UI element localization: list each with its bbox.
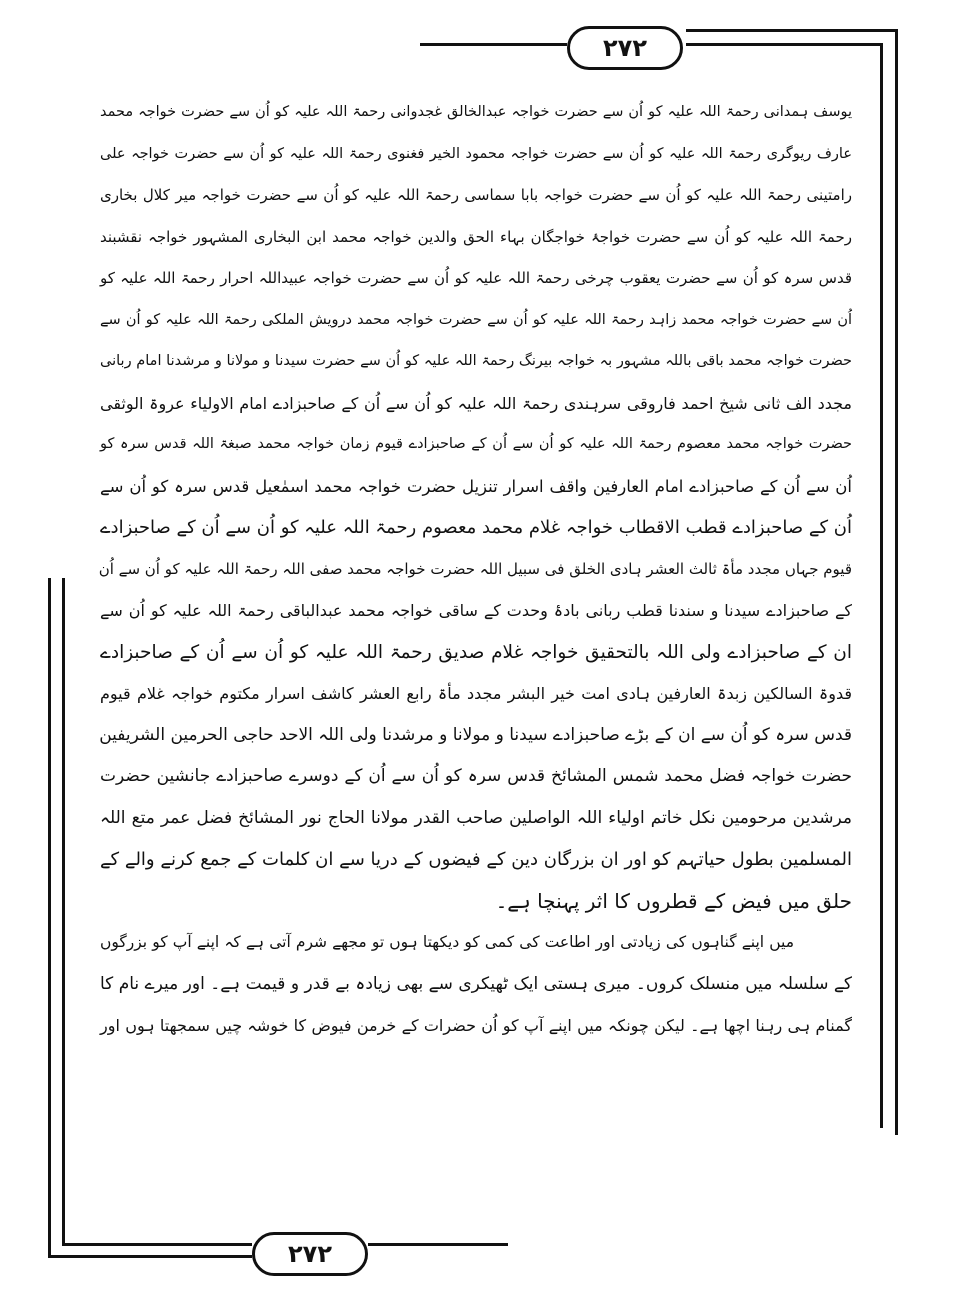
- text-line: گمنام ہی رہنا اچھا ہے۔ لیکن چونکہ میں اپنے آپ کو اُن حضرات کے خرمن فیوض کا خوشہ چیں سمجھتا ہوں اور: [100, 1016, 852, 1035]
- text-line: حضرت خواجہ فضل محمد شمس المشائخ قدس سرہ کو اُن سے اُن کے دوسرے صاحبزادے جانشین حضرت: [100, 766, 852, 786]
- frame-right-line-inner: [880, 43, 883, 1128]
- frame-bottom-line-right: [368, 1243, 508, 1246]
- body-text: [100, 92, 852, 1047]
- text-line: کے صاحبزادے سیدنا و سندنا قطب ربانی بادۂ وحدت کے ساقی خواجہ محمد عبدالباقی رحمۃ اللہ علیہ کو اُن سے: [100, 601, 852, 620]
- frame-bottom-line-inner: [62, 1243, 252, 1246]
- text-line: حضرت خواجہ محمد معصوم رحمۃ اللہ علیہ کو اُن سے اُن کے صاحبزادے قیوم زمان خواجہ محمد صبغۃ اللہ قدس سرہ کو: [100, 436, 852, 452]
- frame-left-line-outer: [48, 578, 51, 1258]
- frame-right-line-outer: [895, 29, 898, 1135]
- text-line: مجدد الف ثانی شیخ احمد فاروقی سرہندی رحمۃ اللہ علیہ کو اُن سے اُن کے صاحبزادے امام الاولیاء عروۃ الوثقی: [100, 393, 852, 413]
- text-line: مرشدین مرحومین نکل خاتم اولیاء اللہ الواصلین صاحب القدر مولانا الحاج نور المشائخ فضل عمر متع اللہ: [100, 807, 852, 828]
- text-line: اُن سے اُن کے صاحبزادے امام العارفین واقف اسرار تنزیل حضرت خواجہ محمد اسمٰعیل قدس سرہ کو اُن سے: [100, 476, 852, 496]
- text-line: قدوۃ السالکین زبدۃ العارفین ہادی امت خیر البشر مجدد مأۃ رابع العشر کاشف اسرار مکتوم خواجہ غلام قیوم: [100, 684, 852, 703]
- text-line: رحمۃ اللہ علیہ کو اُن سے حضرت خواجۂ خواجگان بہاء الحق والدین خواجہ محمد ابن البخاری المشہور خواجہ نقشبند: [100, 227, 852, 246]
- text-line: کے سلسلہ میں منسلک کروں۔ میری ہستی ایک ٹھیکری سے بھی زیادہ بے قدر و قیمت ہے۔ اور میرے نام کا: [100, 973, 852, 994]
- text-line: ان کے صاحبزادے ولی اللہ بالتحقیق خواجہ غلام صدیق رحمۃ اللہ علیہ کو اُن سے اُن کے صاحبزادے: [100, 641, 852, 663]
- text-line: حلق میں فیض کے قطروں کا اثر پہنچا ہے۔: [495, 888, 852, 913]
- text-line: قیوم جہاں مجدد مأۃ ثالث العشر ہادی الخلق فی سبیل اللہ حضرت خواجہ محمد صفی اللہ رحمۃ اللہ علیہ کو اُن سے اُن: [98, 559, 852, 578]
- page-number-bottom: ۲۷۲: [252, 1232, 368, 1276]
- page-number-top: ۲۷۲: [567, 26, 683, 70]
- text-line: حضرت خواجہ محمد باقی باللہ مشہور بہ خواجہ بیرنگ رحمۃ اللہ علیہ کو اُن سے حضرت سیدنا و مولانا و مرشدنا امام ربانی: [100, 353, 852, 369]
- text-line: قدس سرہ کو اُن سے ان کے بڑے صاحبزادے سیدنا و مولانا و مرشدنا ولی اللہ الاحد حاجی الحرمین الشریفین: [99, 724, 852, 745]
- text-line: اُن سے حضرت خواجہ محمد زاہد رحمۃ اللہ علیہ کو اُن سے حضرت خواجہ محمد درویش الملکی رحمۃ اللہ علیہ کو اُن سے: [100, 311, 852, 328]
- frame-top-line-inner: [686, 43, 882, 46]
- text-line: یوسف ہمدانی رحمۃ اللہ علیہ کو اُن سے حضرت خواجہ عبدالخالق غجدوانی رحمۃ اللہ علیہ کو اُن سے حضرت خواجہ محمد: [100, 104, 852, 120]
- frame-bottom-line-outer: [48, 1255, 252, 1258]
- text-line: رامتینی رحمۃ اللہ علیہ کو اُن سے حضرت خواجہ بابا سماسی رحمۃ اللہ علیہ کو اُن سے حضرت خواجہ میر کلال بخاری: [100, 186, 852, 204]
- text-line: عارف ریوگری رحمۃ اللہ علیہ کو اُن سے حضرت خواجہ محمود الخیر فغنوی رحمۃ اللہ علیہ کو اُن سے حضرت خواجہ علی: [100, 145, 852, 162]
- text-line: اُن کے صاحبزادے قطب الاقطاب خواجہ غلام محمد معصوم رحمۃ اللہ علیہ کو اُن سے اُن کے صاحبزادے: [100, 517, 852, 538]
- frame-top-line-outer: [686, 29, 898, 32]
- text-line: میں اپنے گناہوں کی زیادتی اور اطاعت کی کمی کو دیکھتا ہوں تو مجھے شرم آتی ہے کہ اپنے آپ کو بزرگوں: [100, 933, 794, 951]
- text-line: قدس سرہ کو اُن سے حضرت یعقوب چرخی رحمۃ اللہ علیہ کو اُن سے حضرت خواجہ عبیداللہ احرار رحمۃ اللہ علیہ کو: [100, 269, 852, 287]
- frame-top-line-left: [420, 43, 567, 46]
- text-line: المسلمین بطول حیاتہم کو اور ان بزرگان دین کے فیضوں کے دریا سے ان کلمات کے جمع کرنے والے کے: [100, 849, 852, 870]
- frame-left-line-inner: [62, 578, 65, 1246]
